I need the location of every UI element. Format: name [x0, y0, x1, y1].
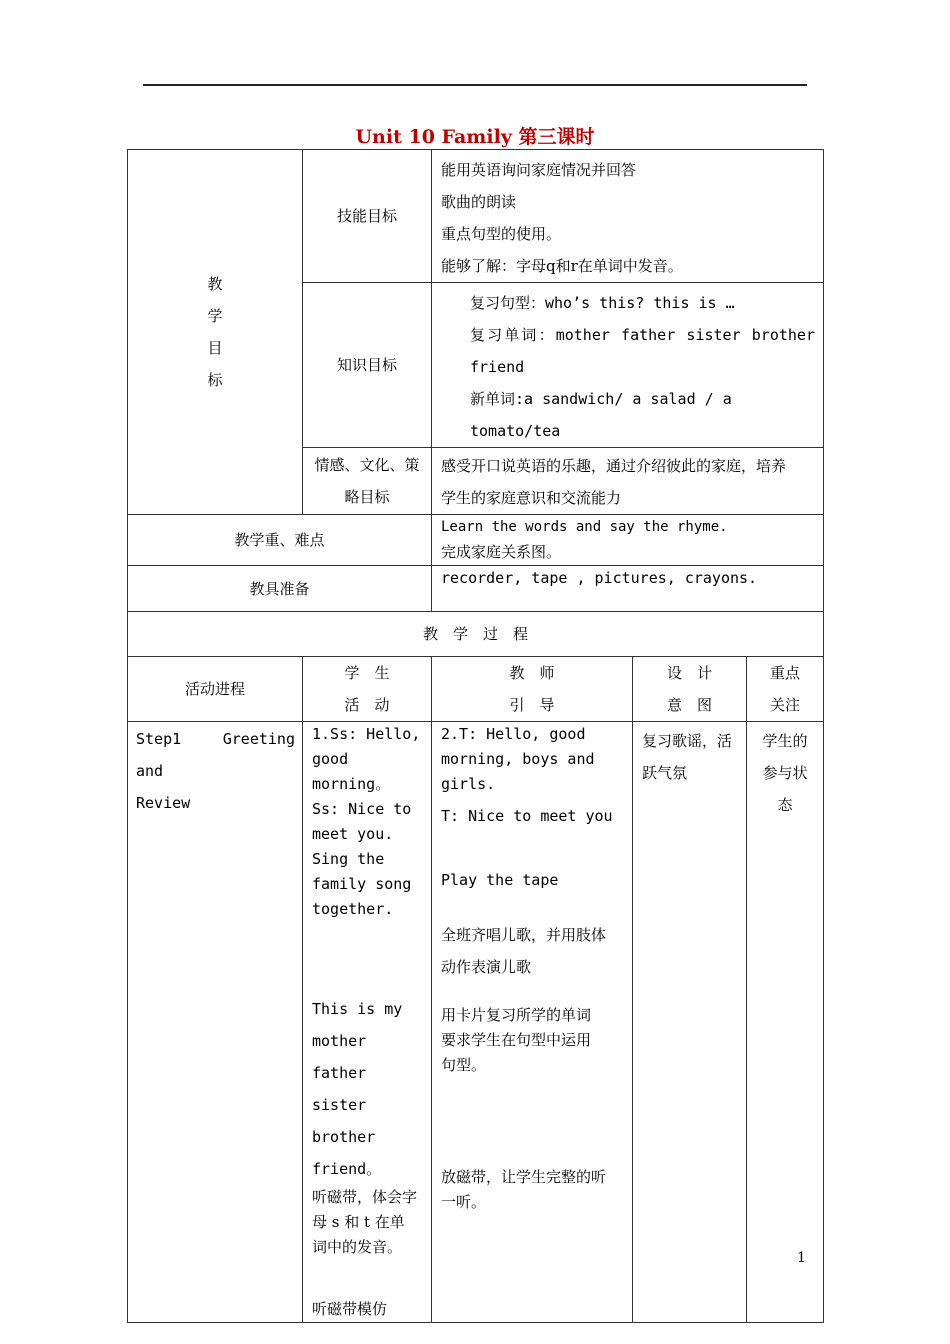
focus-line: 参与状 [762, 764, 808, 782]
materials-content: recorder, tape , pictures, crayons. [432, 566, 824, 612]
knowledge-line: friend [470, 358, 525, 376]
skill-line: 能够了解：字母q和r在单词中发音。 [441, 257, 683, 275]
process-header-row [128, 612, 824, 657]
design-line: 复习歌谣，活 [642, 732, 733, 750]
student-line: 1.Ss: Hello, [312, 725, 421, 743]
column-student-line: 学 生 [344, 664, 390, 682]
column-activity: 活动进程 [128, 657, 303, 722]
column-student-line: 活 动 [344, 696, 390, 714]
page-number: 1 [797, 1250, 806, 1266]
knowledge-line: 新单词:a sandwich/ a salad / a tomato/tea [470, 390, 732, 440]
column-focus-line: 关注 [769, 696, 800, 714]
teacher-line: T: Nice to meet you [441, 807, 613, 825]
emotion-line: 学生的家庭意识和交流能力 [441, 489, 622, 507]
column-design [633, 657, 747, 722]
teacher-line: 用卡片复习所学的单词 [441, 1006, 592, 1024]
process-columns-row [128, 657, 824, 722]
column-teacher-line: 引 导 [509, 696, 555, 714]
skill-objective-content [432, 150, 824, 283]
teacher-line: 2.T: Hello, good [441, 725, 586, 743]
student-line: meet you. [312, 825, 394, 843]
step1-activity-line: Review [136, 794, 191, 812]
teacher-line: 要求学生在句型中运用 [441, 1031, 592, 1049]
teacher-line: 放磁带，让学生完整的听 [441, 1168, 607, 1186]
column-focus [747, 657, 824, 722]
step1-row [128, 722, 824, 1323]
emotion-objective-label [303, 448, 432, 515]
column-focus-line: 重点 [769, 664, 800, 682]
teacher-line: 动作表演儿歌 [441, 958, 532, 976]
teacher-line: morning, boys and [441, 750, 595, 768]
emotion-label-line: 略目标 [344, 488, 390, 506]
objectives-header [128, 150, 303, 515]
student-line: mother father [312, 1032, 367, 1082]
knowledge-objective-label: 知识目标 [303, 283, 432, 448]
student-line: friend。 [312, 1160, 382, 1178]
teacher-line: Play the tape [441, 871, 559, 889]
skill-line: 能用英语询问家庭情况并回答 [441, 161, 637, 179]
step1-design [633, 722, 747, 1323]
student-line: 词中的发音。 [312, 1238, 403, 1256]
teacher-line: girls. [441, 775, 496, 793]
student-line: 听磁带模仿 [312, 1300, 388, 1318]
teacher-line: 全班齐唱儿歌，并用肢体 [441, 926, 607, 944]
key-points-content [432, 515, 824, 566]
skill-line: 歌曲的朗读 [441, 193, 517, 211]
objectives-char: 目 [207, 339, 223, 357]
focus-line: 学生的 [762, 732, 808, 750]
student-line: Sing the [312, 850, 385, 868]
student-line: sister [312, 1096, 367, 1114]
skill-objective-label: 技能目标 [303, 150, 432, 283]
student-line: together. [312, 900, 394, 918]
emotion-objective-content [432, 448, 824, 515]
student-line: brother [312, 1128, 376, 1146]
teacher-line: 句型。 [441, 1056, 487, 1074]
column-student [303, 657, 432, 722]
step1-focus [747, 722, 824, 1323]
objectives-char: 标 [207, 371, 223, 389]
step1-activity [128, 722, 303, 1323]
header-rule [143, 84, 807, 86]
objectives-char: 教 [207, 275, 223, 293]
key-point-line: Learn the words and say the rhyme. [441, 519, 728, 535]
emotion-line: 感受开口说英语的乐趣，通过介绍彼此的家庭，培养 [441, 457, 787, 475]
student-line: 听磁带，体会字 [312, 1188, 418, 1206]
lesson-plan-table [127, 149, 824, 1323]
column-design-line: 意 图 [666, 696, 712, 714]
step1-teacher [432, 722, 633, 1323]
teacher-line: 一听。 [441, 1193, 487, 1211]
student-line: This is my [312, 1000, 403, 1018]
knowledge-objective-content [432, 283, 824, 448]
key-point-line: 完成家庭关系图。 [441, 543, 562, 561]
process-header: 教 学 过 程 [128, 612, 824, 657]
focus-line: 态 [777, 796, 793, 814]
knowledge-line: 复习单词：mother father sister brother [470, 326, 815, 344]
skill-objective-row [128, 150, 824, 283]
skill-line: 重点句型的使用。 [441, 225, 562, 243]
student-line: Ss: Nice to [312, 800, 412, 818]
student-line: family song [312, 875, 412, 893]
key-points-label: 教学重、难点 [128, 515, 432, 566]
key-points-row [128, 515, 824, 566]
column-teacher [432, 657, 633, 722]
materials-row [128, 566, 824, 612]
design-line: 跃气氛 [642, 764, 688, 782]
knowledge-line: 复习句型：who’s this? this is … [470, 294, 735, 312]
emotion-label-line: 情感、文化、策 [314, 456, 420, 474]
student-line: 母 s 和 t 在单 [312, 1213, 405, 1231]
student-line: good morning。 [312, 750, 391, 793]
objectives-char: 学 [207, 307, 223, 325]
step1-student [303, 722, 432, 1323]
page-title: Unit 10 Family 第三课时 [355, 126, 595, 148]
materials-label: 教具准备 [128, 566, 432, 612]
column-teacher-line: 教 师 [509, 664, 555, 682]
column-design-line: 设 计 [666, 664, 712, 682]
step1-activity-line: Step1 Greeting and [136, 730, 295, 780]
